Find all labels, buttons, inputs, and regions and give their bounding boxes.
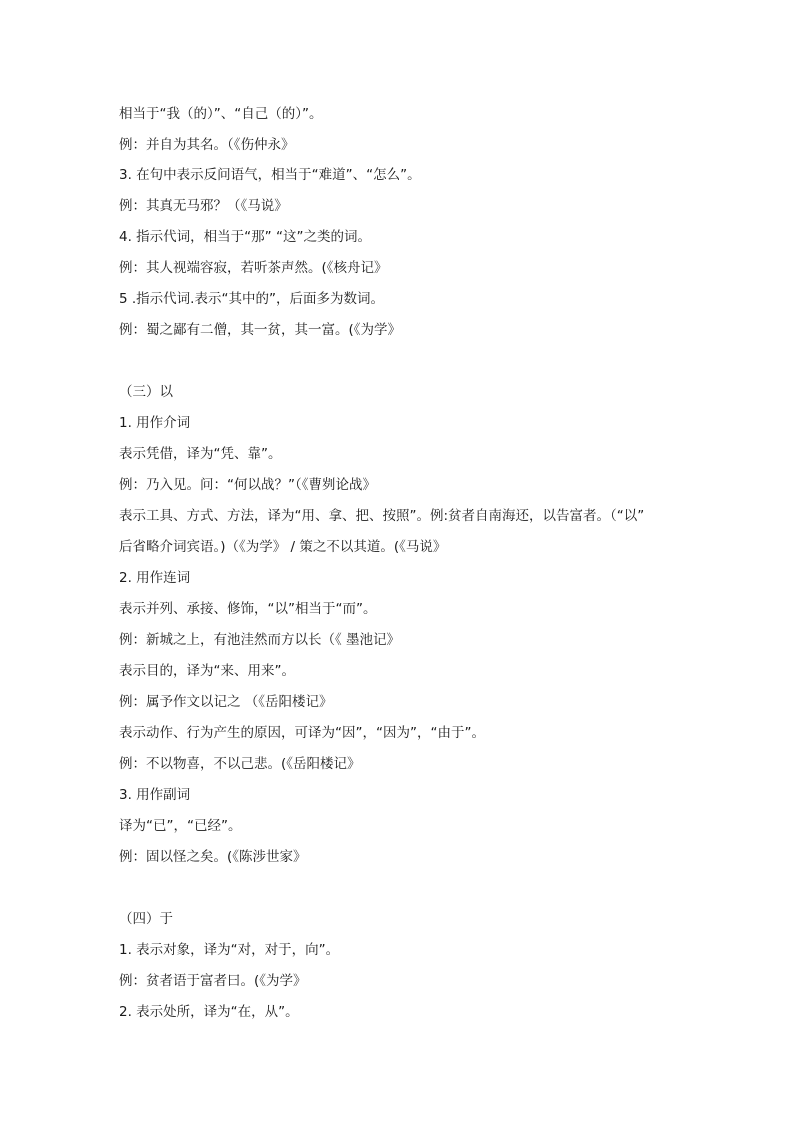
- section-heading: （四）于: [119, 911, 173, 927]
- example-line: 例：属予作文以记之 （《岳阳楼记》: [119, 694, 333, 710]
- text-line: 表示并列、承接、修饰，“以”相当于“而”。: [119, 601, 377, 617]
- example-line: 例：固以怪之矣。(《陈涉世家》: [119, 849, 307, 865]
- example-line: 例：并自为其名。（《伤仲永》: [119, 137, 295, 153]
- numbered-item: 3. 用作副词: [119, 787, 191, 803]
- text-line: 相当于“我（的）”、“自己（的）”。: [119, 106, 323, 122]
- numbered-item: 1. 表示对象，译为“对，对于，向”。: [119, 942, 340, 958]
- example-line: 例：其人视端容寂，若听茶声然。(《核舟记》: [119, 260, 388, 276]
- example-line: 例：其真无马邪？（《马说》: [119, 198, 288, 214]
- text-line: 后省略介词宾语。)（《为学》 / 策之不以其道。(《马说》: [119, 539, 447, 555]
- example-line: 例：蜀之鄙有二僧，其一贫，其一富。(《为学》: [119, 322, 402, 338]
- example-line: 例：贫者语于富者曰。(《为学》: [119, 973, 307, 989]
- numbered-item: 4. 指示代词，相当于“那” “这”之类的词。: [119, 229, 371, 245]
- numbered-item: 5 .指示代词.表示“其中的”，后面多为数词。: [119, 291, 384, 307]
- example-line: 例：乃入见。问：“何以战？”（《曹刿论战》: [119, 477, 376, 493]
- text-line: 表示动作、行为产生的原因，可译为“因”，“因为”，“由于”。: [119, 725, 485, 741]
- numbered-item: 2. 表示处所，译为“在，从”。: [119, 1004, 299, 1020]
- text-line: 表示工具、方式、方法，译为“用、拿、把、按照”。例:贫者自南海还，以告富者。（“以”: [119, 508, 645, 524]
- example-line: 例：新城之上，有池洼然而方以长（《 墨池记》: [119, 632, 401, 648]
- section-heading: （三）以: [119, 384, 173, 400]
- numbered-item: 2. 用作连词: [119, 570, 191, 586]
- numbered-item: 3. 在句中表示反问语气，相当于“难道”、“怎么”。: [119, 167, 421, 183]
- numbered-item: 1. 用作介词: [119, 415, 191, 431]
- text-line: 表示目的，译为“来、用来”。: [119, 663, 295, 679]
- text-line: 译为“已”，“已经”。: [119, 818, 242, 834]
- example-line: 例：不以物喜，不以己悲。(《岳阳楼记》: [119, 756, 361, 772]
- text-line: 表示凭借，译为“凭、靠”。: [119, 446, 282, 462]
